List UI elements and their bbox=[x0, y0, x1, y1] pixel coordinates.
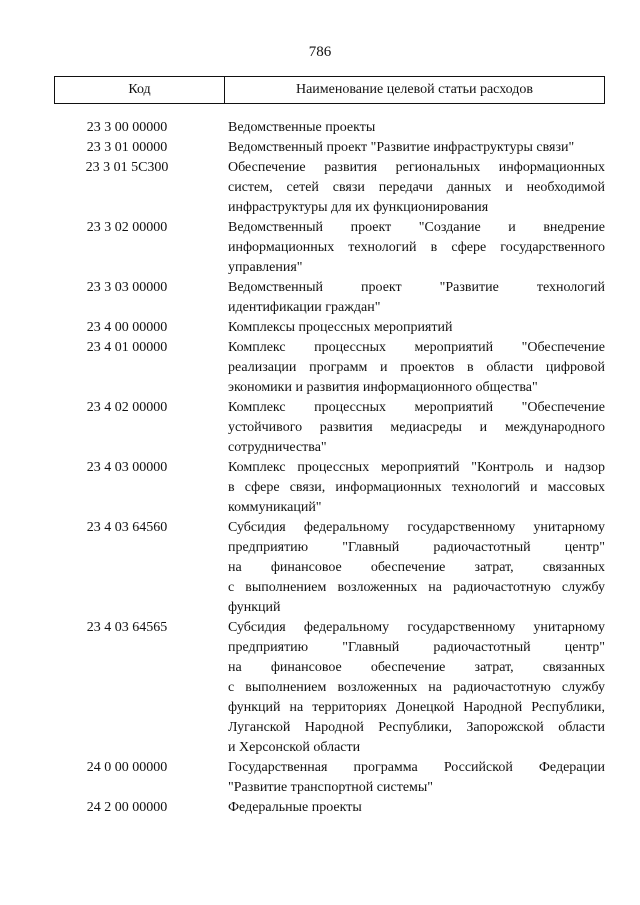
row-description bbox=[224, 278, 605, 318]
row-code: 23 3 02 00000 bbox=[86, 220, 168, 235]
row-description bbox=[224, 758, 605, 798]
row-code: 23 4 01 00000 bbox=[86, 340, 168, 355]
row-description bbox=[224, 138, 605, 158]
row-code: 23 3 00 00000 bbox=[86, 120, 168, 135]
description-line: идентификации граждан" bbox=[228, 300, 381, 315]
description-line: коммуникаций" bbox=[228, 500, 322, 515]
description-line: на финансовое обеспечение затрат, связанных bbox=[228, 560, 605, 575]
table-row bbox=[54, 138, 605, 158]
row-code: 23 4 03 00000 bbox=[86, 460, 168, 475]
description-line: "Развитие транспортной системы" bbox=[228, 780, 434, 795]
description-line: Ведомственный проект "Развитие инфраструктуры связи" bbox=[228, 140, 575, 155]
table-row bbox=[54, 398, 605, 458]
description-line: с выполнением возложенных на радиочастотную службу bbox=[228, 680, 605, 695]
column-header-name: Наименование целевой статьи расходов bbox=[295, 82, 534, 97]
table-header bbox=[54, 76, 605, 104]
table-row bbox=[54, 618, 605, 758]
row-code: 23 3 03 00000 bbox=[86, 280, 168, 295]
description-line: Субсидия федеральному государственному унитарному bbox=[228, 620, 605, 635]
row-description bbox=[224, 398, 605, 458]
description-line: экономики и развития информационного общества" bbox=[228, 380, 538, 395]
description-line: предприятию "Главный радиочастотный центр" bbox=[228, 640, 605, 655]
row-code: 24 2 00 00000 bbox=[86, 800, 168, 815]
description-line: Субсидия федеральному государственному унитарному bbox=[228, 520, 605, 535]
description-line: Обеспечение развития региональных информационных bbox=[228, 160, 605, 175]
description-line: сотрудничества" bbox=[228, 440, 327, 455]
description-line: Ведомственный проект "Создание и внедрение bbox=[228, 220, 605, 235]
row-code: 23 3 01 5С300 bbox=[85, 160, 169, 175]
description-line: предприятию "Главный радиочастотный центр" bbox=[228, 540, 605, 555]
table-row bbox=[54, 218, 605, 278]
table-row bbox=[54, 758, 605, 798]
description-line: на финансовое обеспечение затрат, связанных bbox=[228, 660, 605, 675]
row-description bbox=[224, 218, 605, 278]
description-line: Ведомственные проекты bbox=[228, 120, 376, 135]
description-line: устойчивого развития медиасреды и международного bbox=[228, 420, 605, 435]
row-description bbox=[224, 118, 605, 138]
description-line: Комплексы процессных мероприятий bbox=[228, 320, 453, 335]
row-code: 23 4 03 64565 bbox=[86, 620, 168, 635]
description-line: с выполнением возложенных на радиочастотную службу bbox=[228, 580, 605, 595]
row-description bbox=[224, 338, 605, 398]
description-line: Луганской Народной Республики, Запорожской области bbox=[228, 720, 605, 735]
page-number: 786 bbox=[308, 44, 332, 60]
row-code: 23 4 00 00000 bbox=[86, 320, 168, 335]
description-line: Государственная программа Российской Федерации bbox=[228, 760, 605, 775]
description-line: Федеральные проекты bbox=[228, 800, 362, 815]
description-line: Комплекс процессных мероприятий "Контроль и надзор bbox=[228, 460, 605, 475]
row-description bbox=[224, 618, 605, 758]
table-row bbox=[54, 318, 605, 338]
column-header-code: Код bbox=[55, 77, 225, 103]
table-row bbox=[54, 518, 605, 618]
table-row bbox=[54, 458, 605, 518]
table-row bbox=[54, 158, 605, 218]
table-row bbox=[54, 338, 605, 398]
row-code: 23 3 01 00000 bbox=[86, 140, 168, 155]
row-description bbox=[224, 458, 605, 518]
description-line: Комплекс процессных мероприятий "Обеспечение bbox=[228, 400, 605, 415]
row-description bbox=[224, 318, 605, 338]
description-line: в сфере связи, информационных технологий и массовых bbox=[228, 480, 605, 495]
row-code: 23 4 03 64560 bbox=[86, 520, 168, 535]
row-description bbox=[224, 798, 605, 818]
table-row bbox=[54, 798, 605, 818]
row-code: 23 4 02 00000 bbox=[86, 400, 168, 415]
description-line: функций bbox=[228, 600, 281, 615]
row-description bbox=[224, 518, 605, 618]
description-line: реализации программ и проектов в области цифровой bbox=[228, 360, 605, 375]
description-line: Комплекс процессных мероприятий "Обеспечение bbox=[228, 340, 605, 355]
description-line: информационных технологий в сфере государственного bbox=[228, 240, 605, 255]
description-line: Ведомственный проект "Развитие технологий bbox=[228, 280, 605, 295]
table-row bbox=[54, 278, 605, 318]
description-line: и Херсонской области bbox=[228, 740, 361, 755]
table-body bbox=[54, 118, 605, 818]
row-code: 24 0 00 00000 bbox=[86, 760, 168, 775]
description-line: функций на территориях Донецкой Народной Республики, bbox=[228, 700, 605, 715]
description-line: систем, сетей связи передачи данных и необходимой bbox=[228, 180, 605, 195]
description-line: инфраструктуры для их функционирования bbox=[228, 200, 489, 215]
row-description bbox=[224, 158, 605, 218]
description-line: управления" bbox=[228, 260, 303, 275]
table-row bbox=[54, 118, 605, 138]
